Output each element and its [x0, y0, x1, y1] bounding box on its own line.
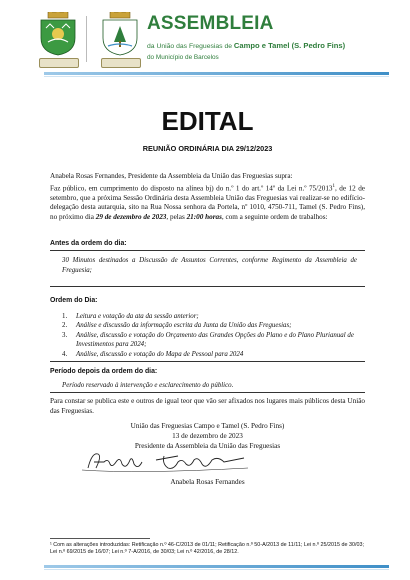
section-divider	[50, 250, 365, 251]
sign-line-3: Presidente da Assembleia da União das Freguesias	[134, 442, 281, 450]
intro-paragraph	[50, 172, 365, 222]
footer-bar	[44, 565, 389, 568]
header-subtitle-prefix: da União das Freguesias de	[147, 43, 233, 50]
list-item: 4. Análise, discussão e votação do Mapa de Pessoal para 2024	[62, 350, 244, 358]
crest-sao-pedro-fins-ribbon	[101, 58, 141, 68]
sign-line-1: União das Freguesias Campo e Tamel (S. Pedro Fins)	[130, 422, 285, 430]
footnote-divider	[50, 538, 150, 539]
list-item: 1. Leitura e votação da ata da sessão anterior;	[62, 313, 199, 320]
header-subtitle-municipality: do Município de Barcelos	[147, 54, 219, 61]
footnote-ref: 1	[332, 183, 336, 189]
agenda-list	[62, 312, 354, 359]
intro-body-part-4: , com a seguinte ordem de trabalhos:	[221, 212, 328, 221]
signer-name: Anabela Rosas Fernandes	[170, 478, 245, 486]
document-heading: EDITAL	[161, 106, 254, 136]
header-title: ASSEMBLEIA	[147, 13, 274, 34]
closing-paragraph: Para constar se publica este e outros de igual teor que vão ser afixados nos lugares mais públicos desta União das Freguesias.	[50, 397, 365, 415]
list-item: 3. Análise, discussão e votação do Orçamento das Grandes Opções do Plano e do Plano Plurianual de Investimentos para 2024;	[62, 331, 354, 349]
letterhead	[0, 0, 410, 78]
after-agenda-title: Período depois da ordem do dia:	[50, 368, 158, 375]
header-subtitle	[147, 41, 345, 50]
list-item: 2. Análise e discussão da informação escrita da Junta da União das Freguesias;	[62, 322, 292, 330]
meeting-time: 21:00 horas	[186, 212, 222, 221]
meeting-date: 29 de dezembro de 2023	[95, 212, 167, 221]
header-bar	[44, 72, 389, 75]
section-divider	[50, 286, 365, 287]
after-agenda-text: Período reservado à intervenção e esclarecimento do público.	[62, 382, 234, 389]
agenda-title: Ordem do Dia:	[50, 297, 98, 304]
before-agenda-title: Antes da ordem do dia:	[50, 240, 127, 247]
header-separator	[86, 16, 87, 62]
handwritten-signature-icon	[78, 448, 253, 474]
crest-campo-ribbon	[39, 58, 79, 68]
footnote: ¹ Com as alterações introduzidas: Retificação n.º 46-C/2013 de 01/11; Retificação n.º 50-A/2013 de 11/11; Lei n.º 25/2015 de 30/03; Lei n.º 69/2015 de 16/07; Lei n.º 7-A/2016, de 30/03; Lei n.º 42/2016, de 28/12.	[50, 542, 364, 556]
intro-body-part-2: , de 12 de setembro, que a próxima Sessão Ordinária desta Assembleia União das Freguesias vai realizar-se no edifício-delegação desta autarquia, sito na Rua Nossa senhora da Portela, nº 1010, 4750-711, Tamel (S. Pedro Fins), no próximo dia	[50, 183, 365, 221]
before-agenda-text: 30 Minutos destinados a Discussão de Assuntos Correntes, conforme Regimento da Assembleia de Freguesia;	[62, 257, 357, 274]
document-subheading: REUNIÃO ORDINÁRIA DIA 29/12/2023	[142, 144, 273, 153]
section-divider	[50, 392, 365, 393]
crest-campo-icon	[38, 12, 78, 56]
header-bar-thin	[44, 76, 389, 77]
sign-line-2: 13 de dezembro de 2023	[172, 432, 243, 440]
header-subtitle-bold: Campo e Tamel (S. Pedro Fins)	[233, 41, 346, 50]
intro-body	[50, 182, 365, 223]
intro-body-part-3: , pelas	[166, 212, 187, 221]
intro-body-part-1: Faz público, em cumprimento do disposto na alínea bj) do n.º 1 do art.º 14º da Lei n.º 75/2013	[50, 183, 333, 192]
crest-sao-pedro-fins-icon	[100, 12, 140, 56]
footer-bar-thin	[44, 569, 389, 570]
intro-line: Anabela Rosas Fernandes, Presidente da Assembleia da União das Freguesias supra:	[50, 172, 293, 180]
section-divider	[50, 361, 365, 362]
